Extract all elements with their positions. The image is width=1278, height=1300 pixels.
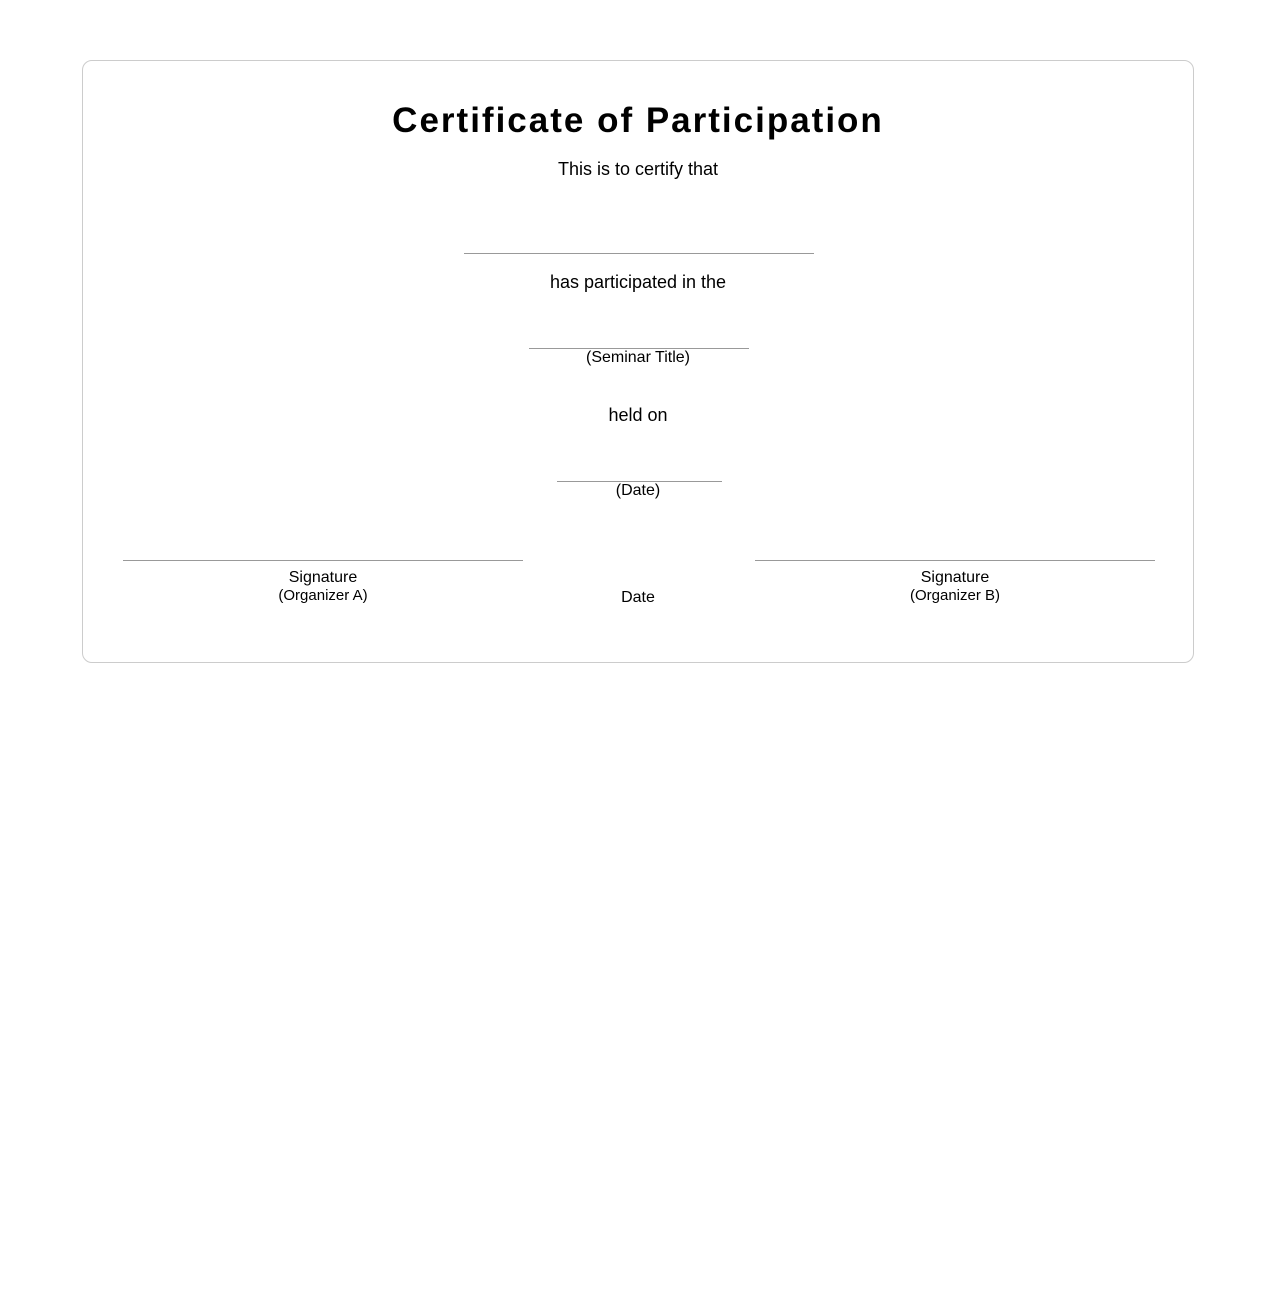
- signature-line-organizer-a: [123, 560, 523, 561]
- participated-text: has participated in the: [549, 272, 727, 292]
- signature-date-label: Date: [621, 589, 655, 606]
- certificate-title: Certificate of Participation: [392, 101, 884, 140]
- seminar-title-caption: (Seminar Title): [585, 349, 691, 366]
- signature-line-organizer-b: [755, 560, 1155, 561]
- signature-sub-organizer-a: (Organizer A): [278, 587, 368, 604]
- certify-intro-text: This is to certify that: [557, 159, 719, 179]
- participant-name-line: [464, 253, 814, 254]
- held-on-text: held on: [608, 405, 668, 425]
- signature-block-organizer-b: [755, 560, 1155, 605]
- certificate-card: [82, 60, 1194, 663]
- signature-label-organizer-b: Signature: [920, 569, 990, 586]
- event-date-caption: (Date): [615, 482, 661, 499]
- signature-label-organizer-a: Signature: [288, 569, 358, 586]
- signature-sub-organizer-b: (Organizer B): [909, 587, 1001, 604]
